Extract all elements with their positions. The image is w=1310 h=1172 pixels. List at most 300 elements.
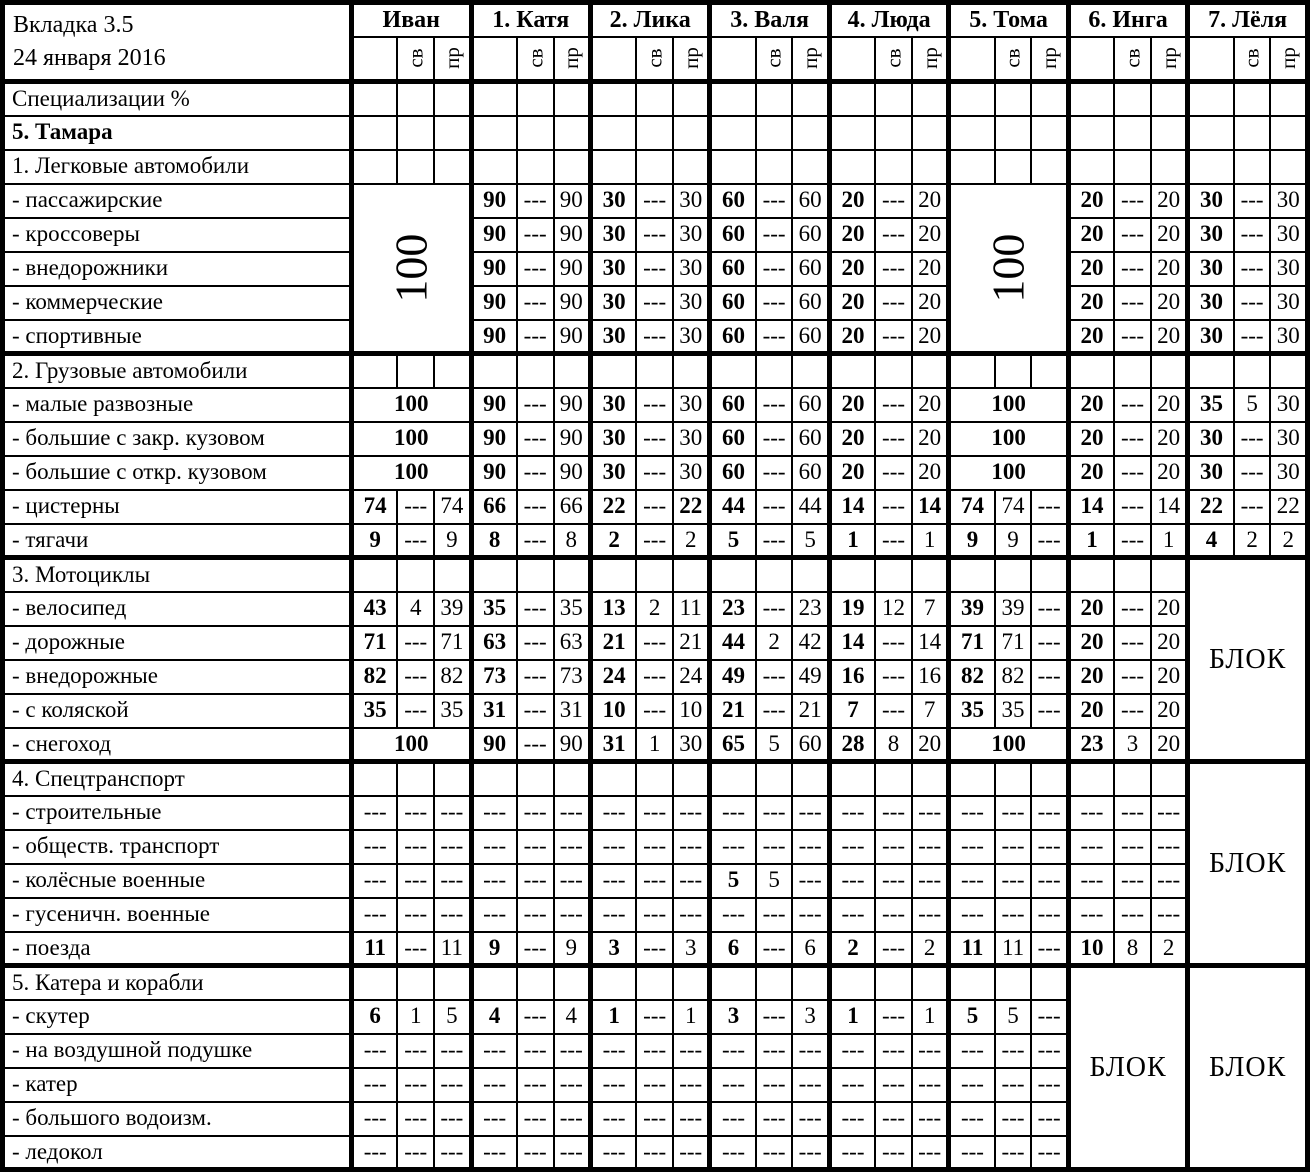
empty-cell — [434, 150, 471, 184]
dash-cell: --- — [554, 1068, 591, 1102]
dash-cell: --- — [636, 1102, 673, 1136]
row-label: - гусеничн. военные — [3, 898, 352, 932]
table-row — [3, 592, 1308, 626]
value-cell: 11 — [949, 932, 995, 966]
value-cell: 5 — [710, 524, 756, 558]
dash-cell: --- — [1114, 830, 1151, 864]
empty-cell — [1031, 354, 1068, 388]
value-cell: 2 — [673, 524, 710, 558]
dash-cell: --- — [434, 1102, 471, 1136]
value-cell: 20 — [912, 218, 949, 252]
dash-cell: --- — [554, 864, 591, 898]
value-cell: 14 — [1151, 490, 1188, 524]
dash-cell: --- — [710, 1102, 756, 1136]
value-cell: 20 — [1151, 592, 1188, 626]
value-cell: 30 — [590, 456, 636, 490]
dash-cell: --- — [434, 1034, 471, 1068]
value-cell: 90 — [554, 252, 591, 286]
value-cell: 20 — [829, 286, 875, 320]
row-label: - поезда — [3, 932, 352, 966]
empty-cell — [636, 116, 673, 150]
value-cell: 60 — [710, 422, 756, 456]
value-cell: 39 — [434, 592, 471, 626]
rotated-subcol-label: пр — [678, 47, 703, 69]
empty-cell — [949, 150, 995, 184]
value-cell: 90 — [471, 320, 517, 354]
subcol-label-header — [792, 37, 829, 82]
value-cell: 11 — [352, 932, 398, 966]
empty-cell — [1114, 82, 1151, 116]
value-cell: 20 — [912, 728, 949, 762]
value-cell: 3 — [710, 1000, 756, 1034]
value-cell: 30 — [673, 320, 710, 354]
dash-cell: --- — [517, 1034, 554, 1068]
dash-cell: --- — [875, 830, 912, 864]
dash-cell: --- — [636, 490, 673, 524]
value-cell: 20 — [1151, 320, 1188, 354]
dash-cell: --- — [397, 490, 434, 524]
empty-cell — [517, 558, 554, 592]
empty-cell — [352, 116, 398, 150]
dash-cell: --- — [397, 694, 434, 728]
dash-cell: --- — [875, 796, 912, 830]
dash-cell: --- — [1114, 320, 1151, 354]
row-label: - на воздушной подушке — [3, 1034, 352, 1068]
value-cell: 16 — [829, 660, 875, 694]
dash-cell: --- — [397, 1034, 434, 1068]
block-cell: БЛОК — [1068, 966, 1188, 1170]
value-cell: 30 — [673, 286, 710, 320]
dash-cell: --- — [949, 864, 995, 898]
dash-cell: --- — [636, 830, 673, 864]
dash-cell: --- — [875, 524, 912, 558]
dash-cell: --- — [1114, 422, 1151, 456]
dash-cell: --- — [912, 864, 949, 898]
dash-cell: --- — [1151, 830, 1188, 864]
dash-cell: --- — [829, 1102, 875, 1136]
dash-cell: --- — [949, 1136, 995, 1170]
table-row — [3, 932, 1308, 966]
dash-cell: --- — [636, 932, 673, 966]
empty-cell — [1151, 116, 1188, 150]
value-cell: 35 — [554, 592, 591, 626]
dash-cell: --- — [1114, 796, 1151, 830]
dash-cell: --- — [554, 1136, 591, 1170]
dash-cell: --- — [517, 218, 554, 252]
value-cell: 3 — [792, 1000, 829, 1034]
merged-value-cell: 100 — [949, 388, 1068, 422]
rotated-subcol-label: св — [642, 48, 667, 68]
empty-cell — [1188, 82, 1234, 116]
empty-cell — [1068, 150, 1114, 184]
value-cell: 30 — [1270, 388, 1307, 422]
empty-cell — [471, 116, 517, 150]
empty-cell — [554, 558, 591, 592]
dash-cell: --- — [1031, 864, 1068, 898]
value-cell: 30 — [1270, 286, 1307, 320]
empty-cell — [756, 966, 793, 1000]
value-cell: 23 — [710, 592, 756, 626]
value-cell: 4 — [554, 1000, 591, 1034]
empty-cell — [397, 762, 434, 796]
empty-cell — [397, 150, 434, 184]
value-cell: 9 — [352, 524, 398, 558]
empty-cell — [1270, 116, 1307, 150]
value-cell: 20 — [912, 456, 949, 490]
value-cell: 2 — [912, 932, 949, 966]
empty-cell — [756, 82, 793, 116]
dash-cell: --- — [1114, 626, 1151, 660]
empty-cell — [1031, 116, 1068, 150]
value-cell: 20 — [1068, 592, 1114, 626]
dash-cell: --- — [1031, 932, 1068, 966]
value-cell: 30 — [1270, 422, 1307, 456]
dash-cell: --- — [636, 1136, 673, 1170]
dash-cell: --- — [1114, 660, 1151, 694]
value-cell: 20 — [829, 218, 875, 252]
merged-value-cell: 100 — [949, 728, 1068, 762]
value-cell: 20 — [829, 388, 875, 422]
dash-cell: --- — [875, 1000, 912, 1034]
value-cell: 82 — [434, 660, 471, 694]
dash-cell: --- — [995, 1034, 1032, 1068]
subcol-blank-header — [949, 37, 995, 82]
value-cell: 1 — [912, 1000, 949, 1034]
dash-cell: --- — [636, 184, 673, 218]
dash-cell: --- — [517, 524, 554, 558]
value-cell: 90 — [471, 422, 517, 456]
value-cell: 19 — [829, 592, 875, 626]
value-cell: 90 — [471, 218, 517, 252]
dash-cell: --- — [636, 456, 673, 490]
table-row — [3, 82, 1308, 116]
dash-cell: --- — [875, 320, 912, 354]
dash-cell: --- — [1151, 898, 1188, 932]
value-cell: 10 — [1068, 932, 1114, 966]
dash-cell: --- — [673, 898, 710, 932]
dash-cell: --- — [517, 694, 554, 728]
value-cell: 30 — [673, 252, 710, 286]
row-label: - велосипед — [3, 592, 352, 626]
dash-cell: --- — [829, 1136, 875, 1170]
dash-cell: --- — [756, 286, 793, 320]
dash-cell: --- — [636, 524, 673, 558]
dash-cell: --- — [912, 1034, 949, 1068]
dash-cell: --- — [1068, 864, 1114, 898]
value-cell: 30 — [590, 218, 636, 252]
value-cell: 20 — [912, 388, 949, 422]
dash-cell: --- — [1068, 830, 1114, 864]
row-label: Специализации % — [3, 82, 352, 116]
dash-cell: --- — [636, 388, 673, 422]
value-cell: 14 — [1068, 490, 1114, 524]
dash-cell: --- — [517, 1102, 554, 1136]
dash-cell: --- — [875, 898, 912, 932]
empty-cell — [636, 558, 673, 592]
empty-cell — [710, 966, 756, 1000]
empty-cell — [1031, 966, 1068, 1000]
empty-cell — [875, 116, 912, 150]
dash-cell: --- — [756, 320, 793, 354]
row-label: - внедорожники — [3, 252, 352, 286]
dash-cell: --- — [1114, 218, 1151, 252]
dash-cell: --- — [756, 660, 793, 694]
subcol-label-header — [1151, 37, 1188, 82]
value-cell: 5 — [792, 524, 829, 558]
dash-cell: --- — [1031, 1068, 1068, 1102]
value-cell: 20 — [1068, 320, 1114, 354]
dash-cell: --- — [875, 218, 912, 252]
value-cell: 20 — [1068, 388, 1114, 422]
dash-cell: --- — [1234, 286, 1271, 320]
empty-cell — [912, 150, 949, 184]
subcol-blank-header — [590, 37, 636, 82]
empty-cell — [756, 762, 793, 796]
value-cell: 9 — [434, 524, 471, 558]
empty-cell — [792, 762, 829, 796]
value-cell: 14 — [912, 626, 949, 660]
dash-cell: --- — [1114, 388, 1151, 422]
value-cell: 90 — [554, 286, 591, 320]
value-cell: 14 — [829, 490, 875, 524]
dash-cell: --- — [517, 660, 554, 694]
value-cell: 9 — [471, 932, 517, 966]
empty-cell — [1114, 762, 1151, 796]
dash-cell: --- — [1068, 796, 1114, 830]
dash-cell: --- — [875, 864, 912, 898]
value-cell: 74 — [949, 490, 995, 524]
empty-cell — [949, 558, 995, 592]
value-cell: 23 — [1068, 728, 1114, 762]
value-cell: 1 — [590, 1000, 636, 1034]
empty-cell — [1068, 82, 1114, 116]
dash-cell: --- — [554, 1034, 591, 1068]
empty-cell — [995, 354, 1032, 388]
empty-cell — [517, 762, 554, 796]
dash-cell: --- — [995, 1136, 1032, 1170]
rotated-subcol-label: св — [881, 48, 906, 68]
empty-cell — [995, 116, 1032, 150]
empty-cell — [710, 150, 756, 184]
value-cell: 39 — [949, 592, 995, 626]
row-label: - дорожные — [3, 626, 352, 660]
dash-cell: --- — [1234, 422, 1271, 456]
empty-cell — [829, 966, 875, 1000]
value-cell: 35 — [1188, 388, 1234, 422]
value-cell: 20 — [1151, 218, 1188, 252]
value-cell: 1 — [1151, 524, 1188, 558]
value-cell: 20 — [912, 320, 949, 354]
value-cell: 2 — [590, 524, 636, 558]
rotated-merged-value: 100 — [982, 233, 1034, 303]
dash-cell: --- — [517, 252, 554, 286]
dash-cell: --- — [590, 796, 636, 830]
value-cell: 22 — [1270, 490, 1307, 524]
empty-cell — [397, 558, 434, 592]
empty-cell — [829, 558, 875, 592]
empty-cell — [1188, 354, 1234, 388]
table-row — [3, 456, 1308, 490]
empty-cell — [792, 966, 829, 1000]
value-cell: 30 — [673, 218, 710, 252]
value-cell: 20 — [1151, 456, 1188, 490]
value-cell: 60 — [792, 218, 829, 252]
dash-cell: --- — [756, 694, 793, 728]
dash-cell: --- — [673, 1102, 710, 1136]
dash-cell: --- — [517, 1136, 554, 1170]
subcol-label-header — [1270, 37, 1307, 82]
empty-cell — [397, 82, 434, 116]
dash-cell: --- — [1114, 456, 1151, 490]
dash-cell: --- — [636, 1000, 673, 1034]
value-cell: 20 — [912, 286, 949, 320]
merged-value-cell: 100 — [352, 388, 471, 422]
empty-cell — [1068, 116, 1114, 150]
dash-cell: --- — [636, 1034, 673, 1068]
rotated-subcol-label: пр — [1037, 47, 1062, 69]
empty-cell — [1068, 354, 1114, 388]
value-cell: 82 — [995, 660, 1032, 694]
dash-cell: --- — [949, 796, 995, 830]
empty-cell — [912, 354, 949, 388]
value-cell: 90 — [471, 728, 517, 762]
dash-cell: --- — [875, 694, 912, 728]
empty-cell — [673, 966, 710, 1000]
empty-cell — [554, 354, 591, 388]
dash-cell: --- — [756, 388, 793, 422]
dash-cell: --- — [517, 728, 554, 762]
person-name-header: 1. Катя — [471, 3, 590, 38]
table-row — [3, 524, 1308, 558]
dash-cell: --- — [829, 830, 875, 864]
table-row — [3, 830, 1308, 864]
value-cell: 20 — [1151, 728, 1188, 762]
dash-cell: --- — [875, 1136, 912, 1170]
rotated-subcol-label: пр — [798, 47, 823, 69]
row-label: - пассажирские — [3, 184, 352, 218]
dash-cell: --- — [636, 626, 673, 660]
dash-cell: --- — [590, 898, 636, 932]
value-cell: 60 — [792, 422, 829, 456]
dash-cell: --- — [756, 932, 793, 966]
empty-cell — [554, 82, 591, 116]
value-cell: 22 — [590, 490, 636, 524]
dash-cell: --- — [517, 796, 554, 830]
dash-cell: --- — [792, 1136, 829, 1170]
dash-cell: --- — [829, 1034, 875, 1068]
dash-cell: --- — [352, 1034, 398, 1068]
empty-cell — [590, 150, 636, 184]
table-row — [3, 218, 1308, 252]
value-cell: 30 — [1270, 456, 1307, 490]
value-cell: 20 — [1151, 422, 1188, 456]
value-cell: 30 — [590, 184, 636, 218]
dash-cell: --- — [397, 1136, 434, 1170]
value-cell: 60 — [710, 252, 756, 286]
value-cell: 30 — [590, 388, 636, 422]
block-cell: БЛОК — [1188, 558, 1308, 762]
empty-cell — [517, 150, 554, 184]
dash-cell: --- — [1234, 184, 1271, 218]
rotated-subcol-label: св — [523, 48, 548, 68]
dash-cell: --- — [756, 422, 793, 456]
dash-cell: --- — [710, 1034, 756, 1068]
row-label: - коммерческие — [3, 286, 352, 320]
empty-cell — [1270, 354, 1307, 388]
empty-cell — [590, 558, 636, 592]
dash-cell: --- — [875, 626, 912, 660]
dash-cell: --- — [829, 1068, 875, 1102]
empty-cell — [590, 354, 636, 388]
value-cell: 63 — [554, 626, 591, 660]
dash-cell: --- — [756, 1102, 793, 1136]
empty-cell — [397, 966, 434, 1000]
table-row — [3, 320, 1308, 354]
empty-cell — [590, 82, 636, 116]
sheet-date: 24 января 2016 — [13, 45, 166, 71]
dash-cell: --- — [517, 830, 554, 864]
rotated-subcol-label: св — [1240, 48, 1265, 68]
dash-cell: --- — [590, 830, 636, 864]
dash-cell: --- — [1234, 490, 1271, 524]
empty-cell — [1114, 558, 1151, 592]
dash-cell: --- — [1031, 660, 1068, 694]
dash-cell: --- — [949, 1102, 995, 1136]
empty-cell — [590, 762, 636, 796]
subcol-label-header — [554, 37, 591, 82]
dash-cell: --- — [517, 184, 554, 218]
value-cell: 20 — [829, 184, 875, 218]
value-cell: 1 — [912, 524, 949, 558]
dash-cell: --- — [673, 1136, 710, 1170]
value-cell: 8 — [554, 524, 591, 558]
table-row — [3, 660, 1308, 694]
value-cell: 20 — [1068, 252, 1114, 286]
dash-cell: --- — [590, 1102, 636, 1136]
row-label: - ледокол — [3, 1136, 352, 1170]
dash-cell: --- — [875, 1034, 912, 1068]
merged-value-cell: 100 — [352, 728, 471, 762]
empty-cell — [517, 116, 554, 150]
dash-cell: --- — [397, 796, 434, 830]
block-cell: БЛОК — [1188, 762, 1308, 966]
dash-cell: --- — [1234, 456, 1271, 490]
empty-cell — [673, 150, 710, 184]
empty-cell — [875, 762, 912, 796]
value-cell: 71 — [434, 626, 471, 660]
value-cell: 30 — [1188, 252, 1234, 286]
dash-cell: --- — [554, 1102, 591, 1136]
value-cell: 44 — [792, 490, 829, 524]
dash-cell: --- — [875, 286, 912, 320]
empty-cell — [875, 150, 912, 184]
dash-cell: --- — [1031, 1000, 1068, 1034]
subcol-label-header — [673, 37, 710, 82]
dash-cell: --- — [912, 796, 949, 830]
merged-value-cell: 100 — [949, 456, 1068, 490]
empty-cell — [1151, 82, 1188, 116]
value-cell: 23 — [792, 592, 829, 626]
sheet-title: Вкладка 3.5 — [13, 12, 134, 38]
value-cell: 35 — [471, 592, 517, 626]
subcol-label-header — [875, 37, 912, 82]
dash-cell: --- — [1151, 864, 1188, 898]
empty-cell — [1151, 762, 1188, 796]
dash-cell: --- — [756, 830, 793, 864]
dash-cell: --- — [590, 1068, 636, 1102]
dash-cell: --- — [1031, 626, 1068, 660]
value-cell: 66 — [471, 490, 517, 524]
